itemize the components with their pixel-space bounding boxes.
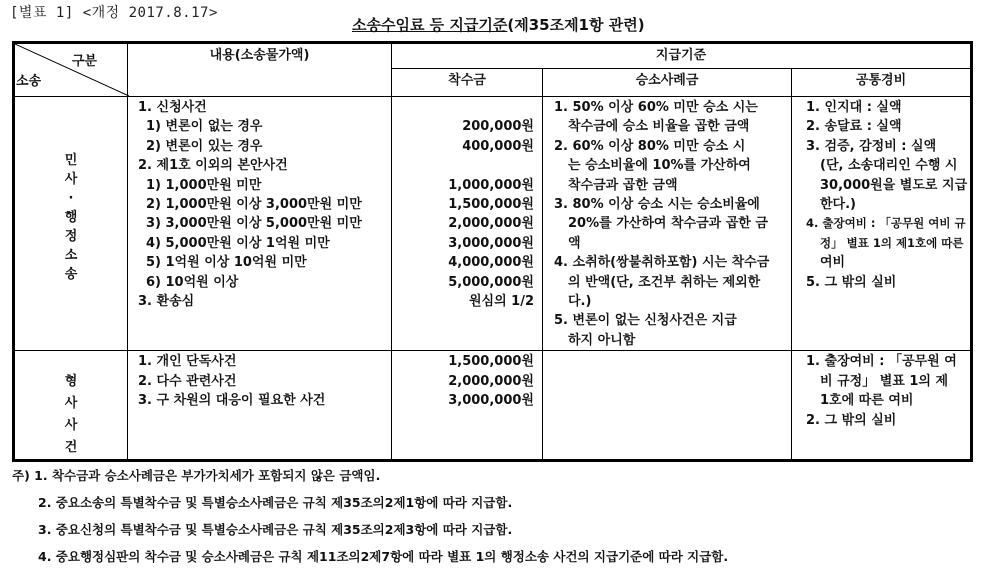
table-row-civil-administrative <box>14 97 972 351</box>
list-item: 는 승소비율에 10%를 가산하여 <box>568 158 751 174</box>
list-item: 4. 출장여비 : 「공무원 여비 규 <box>806 216 966 231</box>
list-item: 5. 그 밖의 실비 <box>806 274 897 290</box>
corner-header-cell <box>14 43 128 97</box>
list-item: 4) 5,000만원 이상 1억원 미만 <box>146 235 330 251</box>
list-item: 2. 송달료 : 실액 <box>806 119 902 135</box>
list-item: 착수금과 곱한 금액 <box>568 177 678 193</box>
list-item: 비 규정」 별표 1의 제 <box>820 373 949 389</box>
civil-retainer-cell <box>392 97 543 351</box>
amount: 원심의 1/2 <box>468 294 534 310</box>
list-item: 2. 그 밖의 실비 <box>806 412 897 428</box>
amount: 5,000,000원 <box>448 274 534 290</box>
list-item: 3. 검증, 감정비 : 실액 <box>806 138 937 154</box>
amount: 2,000,000원 <box>448 216 534 232</box>
list-item: 2) 변론이 있는 경우 <box>146 138 263 154</box>
list-item: 4. 소취하(쌍불취하포함) 시는 착수금 <box>554 255 770 271</box>
header-payment-standard: 지급기준 <box>392 43 972 69</box>
header-retainer: 착수금 <box>392 69 543 97</box>
footnote-2: 2. 중요소송의 특별착수금 및 특별승소사례금은 규칙 제35조의2제1항에 따라 지급함. <box>38 495 513 510</box>
list-item: 3. 80% 이상 승소 시는 승소비율에 <box>554 197 760 213</box>
header-common-expenses: 공통경비 <box>792 69 972 97</box>
annex-heading-note: [별표 1] <개정 2017.8.17> <box>10 5 218 21</box>
list-item: 의 반액(단, 조건부 취하는 제외한 <box>568 274 761 290</box>
list-item: 여비 <box>820 255 846 271</box>
list-item: 1. 인지대 : 실액 <box>806 100 902 115</box>
list-item: 1. 개인 단독사건 <box>138 354 237 370</box>
list-item: 30,000원을 별도로 지급 <box>820 177 968 193</box>
list-item: 5. 변론이 없는 신청사건은 지급 <box>554 313 737 329</box>
amount: 1,500,000원 <box>448 197 534 213</box>
amount: 1,500,000원 <box>448 354 534 370</box>
amount <box>392 156 542 175</box>
list-item: 2. 60% 이상 80% 미만 승소 시 <box>554 138 746 154</box>
header-content: 내용(소송물가액) <box>128 43 392 97</box>
list-item: 1) 변론이 없는 경우 <box>146 119 263 135</box>
amount: 3,000,000원 <box>448 235 534 251</box>
list-item: 한다.) <box>820 197 856 213</box>
footnotes <box>12 462 728 570</box>
corner-label-division: 구분 <box>71 54 97 69</box>
list-item: 1. 50% 이상 60% 미만 승소 시는 <box>554 100 758 115</box>
category-criminal: 형 사 사 건 <box>14 351 128 461</box>
criminal-retainer-cell <box>392 351 543 461</box>
amount: 2,000,000원 <box>448 373 534 389</box>
civil-success-fee-cell <box>543 97 792 351</box>
list-item: 2. 제1호 이외의 본안사건 <box>138 158 288 174</box>
criminal-content-cell <box>128 351 392 461</box>
amount: 400,000원 <box>462 138 534 154</box>
list-item: 20%를 가산하여 착수금과 곱한 금 <box>568 216 768 232</box>
amount <box>392 98 542 117</box>
list-item: 5) 1억원 이상 10억원 미만 <box>146 255 307 271</box>
title-reference: (제35조제1항 관련) <box>507 16 645 34</box>
list-item: 1호에 따른 여비 <box>820 393 914 409</box>
list-item: 1. 출장여비 : 「공무원 여 <box>806 354 957 370</box>
criminal-common-expenses-cell <box>792 351 972 461</box>
list-item: 2. 다수 관련사건 <box>138 373 237 389</box>
list-item: 6) 10억원 이상 <box>146 274 239 290</box>
list-item: 착수금에 승소 비율을 곱한 금액 <box>568 119 750 135</box>
list-item: 2) 1,000만원 이상 3,000만원 미만 <box>146 197 362 213</box>
fee-standards-table <box>12 41 973 462</box>
list-item: (단, 소송대리인 수행 시 <box>820 158 958 174</box>
header-success-fee: 승소사례금 <box>543 69 792 97</box>
criminal-success-fee-cell <box>543 351 792 461</box>
list-item: 정」 별표 1의 제1호에 따른 <box>820 235 964 250</box>
footnote-1: 주) 1. 착수금과 승소사례금은 부가가치세가 포함되지 않은 금액임. <box>12 468 381 483</box>
corner-label-litigation: 소송 <box>16 74 42 89</box>
list-item: 액 <box>568 235 581 251</box>
list-item: 1. 신청사건 <box>138 100 207 115</box>
table-row-criminal <box>14 351 972 461</box>
document-title <box>352 14 645 35</box>
civil-content-cell <box>128 97 392 351</box>
amount: 3,000,000원 <box>448 393 534 409</box>
title-main: 소송수임료 등 지급기준 <box>352 16 508 34</box>
list-item: 3) 3,000만원 이상 5,000만원 미만 <box>146 216 362 232</box>
category-civil-administrative: 민 사 · 행 정 소 송 <box>14 97 128 351</box>
footnote-4: 4. 중요행정심판의 착수금 및 승소사례금은 규칙 제11조의2제7항에 따라 별표 1의 행정소송 사건의 지급기준에 따라 지급함. <box>38 549 729 564</box>
list-item: 다.) <box>568 294 592 310</box>
amount: 200,000원 <box>462 119 534 135</box>
amount: 4,000,000원 <box>448 255 534 271</box>
amount: 1,000,000원 <box>448 177 534 193</box>
footnote-3: 3. 중요신청의 특별착수금 및 특별승소사례금은 규칙 제35조의2제3항에 따라 지급함. <box>38 522 513 537</box>
list-item: 3. 환송심 <box>138 294 195 310</box>
list-item: 1) 1,000만원 미만 <box>146 177 262 193</box>
list-item: 하지 아니함 <box>568 332 636 348</box>
list-item: 3. 구 차원의 대응이 필요한 사건 <box>138 393 326 409</box>
civil-common-expenses-cell <box>792 97 972 351</box>
